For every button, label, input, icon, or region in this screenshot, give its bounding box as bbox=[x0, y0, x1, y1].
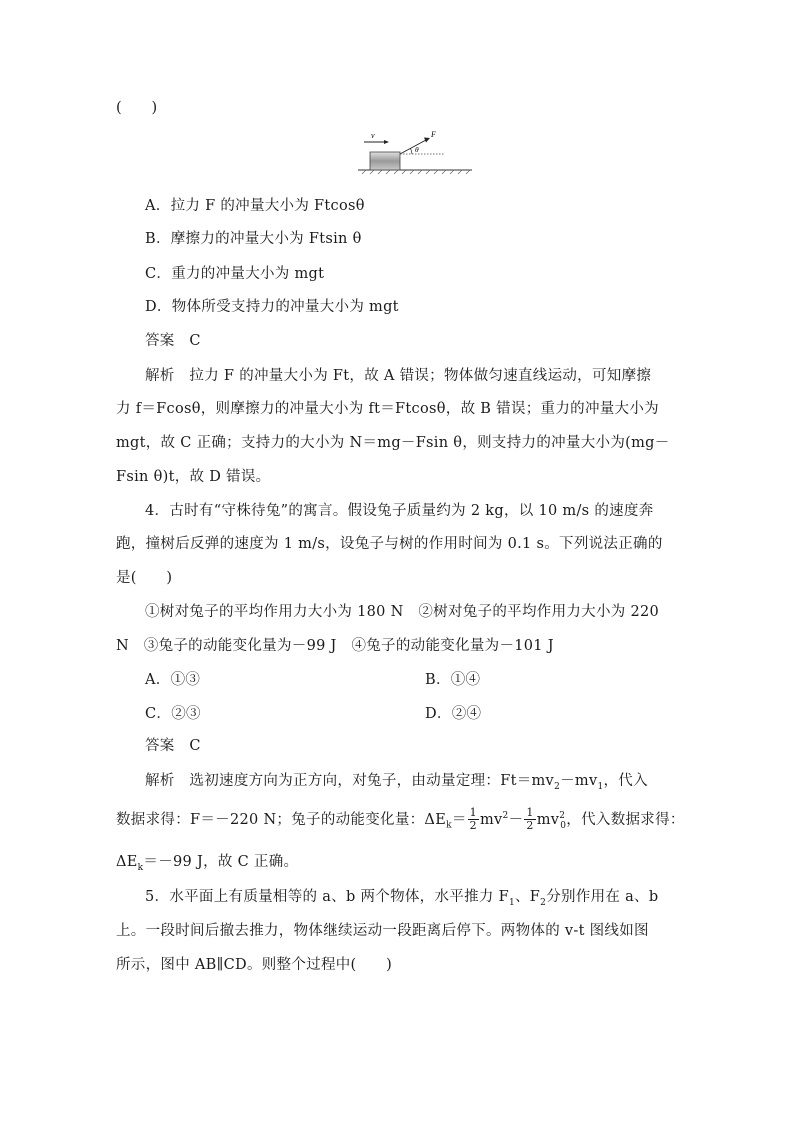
q4-analysis-line-1: 解析 选初速度方向为正方向，对兔子，由动量定理：$Ft=mv_2-mv_1$，代入 bbox=[145, 773, 648, 792]
answer-label: 答案 bbox=[145, 333, 175, 349]
ground-hatching bbox=[362, 170, 470, 174]
q4-stem-line-2: 跑，撞树后反弹的速度为 1 m/s，设兔子与树的作用时间为 0.1 s。下列说法正确的 bbox=[116, 536, 663, 552]
analysis-label: 解析 bbox=[145, 773, 175, 789]
q4-option-a: A．①③ bbox=[145, 672, 201, 688]
q4-stem-line-3: 是( ) bbox=[116, 570, 173, 586]
q3-option-a: A．拉力 F 的冲量大小为 Ftcosθ bbox=[145, 198, 365, 214]
q3-analysis-line-2: 力 f＝Fcosθ，则摩擦力的冲量大小为 ft＝Ftcosθ，故 B 错误；重力的冲量大小为 bbox=[116, 401, 659, 417]
q3-answer bbox=[145, 331, 201, 351]
fraction-half: $\frac{1}{2}$ bbox=[526, 806, 534, 833]
q4-option-c: C．②③ bbox=[145, 706, 201, 722]
q4-option-d: D．②④ bbox=[425, 706, 482, 722]
answer-value: C bbox=[189, 738, 201, 754]
q5-stem-line-1: 5．水平面上有质量相等的 a、b 两个物体，水平推力 $F_1$、$F_2$分别作用在 a、b bbox=[145, 889, 659, 908]
q4-statement-line-1: ①树对兔子的平均作用力大小为 180 N ②树对兔子的平均作用力大小为 220 bbox=[145, 604, 660, 620]
q3-analysis-line-4: Fsin θ)t，故 D 错误。 bbox=[116, 469, 271, 485]
q3-option-d: D．物体所受支持力的冲量大小为 mgt bbox=[145, 299, 399, 315]
q3-stem-tail: ( ) bbox=[116, 100, 158, 116]
q5-stem-line-2: 上。一段时间后撤去推力，物体继续运动一段距离后停下。两物体的 v-t 图线如图 bbox=[116, 923, 649, 939]
q3-option-c: C．重力的冲量大小为 mgt bbox=[145, 266, 325, 282]
q3-analysis-line-3: mgt，故 C 正确；支持力的大小为 N＝mg－Fsin θ，则支持力的冲量大小为(mg－ bbox=[116, 435, 670, 451]
analysis-label: 解析 bbox=[145, 368, 175, 384]
block-force-diagram bbox=[358, 128, 476, 176]
theta-label: θ bbox=[415, 145, 419, 154]
force-arrow bbox=[400, 140, 426, 154]
q4-answer bbox=[145, 736, 201, 756]
answer-label: 答案 bbox=[145, 738, 175, 754]
q5-stem-line-3: 所示，图中 AB∥CD。则整个过程中( ) bbox=[116, 957, 393, 973]
q4-stem-line-1: 4．古时有“守株待兔”的寓言。假设兔子质量约为 2 kg，以 10 m/s 的速度奔 bbox=[145, 503, 654, 519]
q3-analysis-line-1: 解析 拉力 F 的冲量大小为 Ft，故 A 错误；物体做匀速直线运动，可知摩擦 bbox=[145, 368, 652, 384]
q4-analysis-line-2: 数据求得：F＝－220 N；兔子的动能变化量：$\Delta E_k=$ $\frac{1}{2}$ $mv^2-$ $\frac{1}{2}$ $mv^2_0$，代入数据求得： bbox=[116, 806, 685, 833]
force-label: F bbox=[431, 130, 436, 139]
q4-analysis-line-3: $\Delta E_k=-99$ J，故 C 正确。 bbox=[116, 854, 299, 873]
answer-value: C bbox=[189, 333, 201, 349]
fraction-half: $\frac{1}{2}$ bbox=[469, 806, 477, 833]
q4-option-b: B．①④ bbox=[425, 672, 481, 688]
velocity-label: v bbox=[371, 131, 375, 140]
q3-option-b: B．摩擦力的冲量大小为 Ftsin θ bbox=[145, 231, 362, 247]
q4-statement-line-2: N ③兔子的动能变化量为－99 J ④兔子的动能变化量为－101 J bbox=[116, 638, 554, 654]
angle-arc bbox=[411, 149, 413, 155]
velocity-arrowhead bbox=[384, 140, 389, 144]
block bbox=[370, 152, 400, 170]
force-arrowhead bbox=[424, 138, 430, 143]
